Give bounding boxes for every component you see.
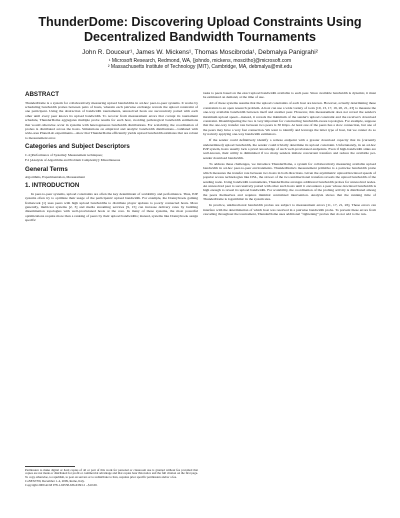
conference-line: CoNEXT'09, December 1–4, 2009, Rome, Italy. xyxy=(25,478,85,483)
permission-notice: Permission to make digital or hard copies of all or part of this work for personal or classroom use is granted without fee provided that copies are not made or distributed for profit or commercial advantage and that copies bear this notice and the full citation on the first page. To copy otherwise, to republish, to post on servers or to redistribute to lists, requires prior specific permission and/or a fee. xyxy=(25,467,198,480)
author-list: John R. Douceur¹, James W. Mickens¹, Thomas Moscibroda¹, Debmalya Panigrahi² xyxy=(82,49,318,56)
body-paragraph: If the sender could definitively identify a remote endpoint with a greater download capacity that its (currently undetermined) upload bandwidth, the sender could trivially determine its upload constraint. Unfortunately, in an ad-hoc P2P system, hosts usually lack a priori knowledge of such well-provisioned endpoints. Even if high-bandwidth sinks are well-known, their utility is diminished if too many senders initiate concurrent transfers and reduce the available per-sender download bandwidth. xyxy=(203,138,376,160)
abstract-text: ThunderDome is a system for collaboratively measuring upload bandwidths in ad-hoc peer-to-peer systems. It works by scheduling bandwidth probes between pairs of hosts, wherein each pairwise exchange reveals the upload constraint of one participant. Using the abstraction of bandwidth tournaments, unresolved hosts are successively paired with each other until every peer knows its upload bandwidth. To recover from measurement errors that corrupt its tournament schedule, ThunderDome aggregates multiple probe results for each host, avoiding pathological bandwidth estimations that would otherwise occur in systems with heterogeneous bandwidth distributions. For scalability, the coordination of probes is distributed across the hosts. Simulations on empirical and analytic bandwidth distributions—validated with wide-area PlanetLab experiments—show that ThunderDome efficiently yields upload bandwidth estimates that are robust to measurement error. xyxy=(25,100,198,140)
body-paragraph: To address these challenges, we introduce ThunderDome, a system for collaboratively measuring available upload bandwidth in ad-hoc peer-to-peer environments. ThunderDome's measurement primitive is a pairwise bandwidth probe which measures the transfer rate between two hosts in both directions. Given the asymmetric upload/download speeds of popular access technologies like DSL, the slower of the two unidirectional transfers reveals the upload bandwidth of the sending node. Using bandwidth tournaments, ThunderDome arranges additional bandwidth probes for unresolved nodes. An unresolved peer is successively paired with other such hosts until it encounters a peer whose download bandwidth is high enough to reveal its upload bandwidth. For scalability, the coordination of the probing activity is distributed among the peers themselves and requires minimal centralized intervention. Analysis shows that the running time of ThunderDome is logarithmic in the system size. xyxy=(203,161,376,202)
general-terms-heading: General Terms xyxy=(25,165,68,173)
paper-title xyxy=(20,15,380,45)
right-column xyxy=(203,91,376,218)
body-paragraph: tasks to peers based on the exact upload bandwidth available to each peer. Since available bandwidth is dynamic, it must be estimated on demand, at the time of use. xyxy=(203,91,376,100)
body-paragraph: All of these systems assume that the upload constraints of each host are known. However, actually determining these constraints is an open research problem. A host can use a wide variety of tools [10, 13, 17, 19, 20, 21, 23] to measure the one-way available bandwidth between itself and another peer. However, this measurement does not reveal the sender's maximum upload speed—instead, it reveals the minimum of the sender's upload constraint and the receiver's download constraint. Disambiguating the two is very important for constructing bandwidth-aware topologies. For example, suppose that the one-way transfer rate between two peers is 30 Kbps. At least one of the peers has a slow connection, but one of the peers may have a very fast connection. We want to identify and leverage the latter type of host, but we cannot do so by naively applying one-way bandwidth estimators. xyxy=(203,101,376,137)
body-paragraph: In practice, unidirectional bandwidth probes are subject to measurement errors [11, 17, 21, 26]. These errors can interfere with the determination of which host was resolved in a pairwise bandwidth probe. To prevent these errors from cascading throughout the tournament, ThunderDome uses additional “tightening” probes that do not add to the run- xyxy=(203,203,376,216)
copyright-footnote xyxy=(25,466,198,487)
affiliation-1: ¹ Microsoft Research, Redmond, WA, {johndo, mickens, moscitho}@microsoft.com xyxy=(108,58,292,64)
title-line-2: Decentralized Bandwidth Tournaments xyxy=(83,30,317,44)
footnote-rule xyxy=(25,466,75,467)
introduction-heading: 1. INTRODUCTION xyxy=(25,182,80,190)
copyright-line: Copyright 2009 ACM 978-1-60558-636-6/09/12 ...$10.00. xyxy=(25,482,98,487)
title-line-1: ThunderDome: Discovering Upload Constraints Using xyxy=(38,15,362,29)
general-terms-text: Algorithms, Experimentation, Measurement xyxy=(25,175,85,180)
categories-line-1: C.4 [Performance of Systems]: Measurement techniques; xyxy=(25,152,103,157)
introduction-paragraph: In peer-to-peer systems, upload constraints are often the key determinant of scalability and performance. Thus, P2P systems often try to optimize their usage of the participants' upload bandwidth. For example, the Donnybrook gaming framework [1] uses peers with high upload bandwidths to distribute player updates to poorly connected hosts. More generally, multicast systems [2, 3] and media streaming services [9, 15] can increase delivery rates by building dissemination topologies with well-provisioned hosts at the core. In many of these systems, the most powerful optimizations require more than a ranking of peers by their upload bandwidths; instead, systems like Donnybrook assign specific xyxy=(25,191,198,223)
abstract-heading: ABSTRACT xyxy=(25,91,60,98)
affiliation-2: ² Massachusetts Institute of Technology (MIT), Cambridge, MA, debmalya@mit.edu xyxy=(107,64,293,70)
left-column xyxy=(25,91,198,224)
categories-line-2: F.2 [Analysis of Algorithms and Problem Complexity]: Miscellaneous xyxy=(25,158,121,163)
categories-heading: Categories and Subject Descriptors xyxy=(25,143,130,151)
